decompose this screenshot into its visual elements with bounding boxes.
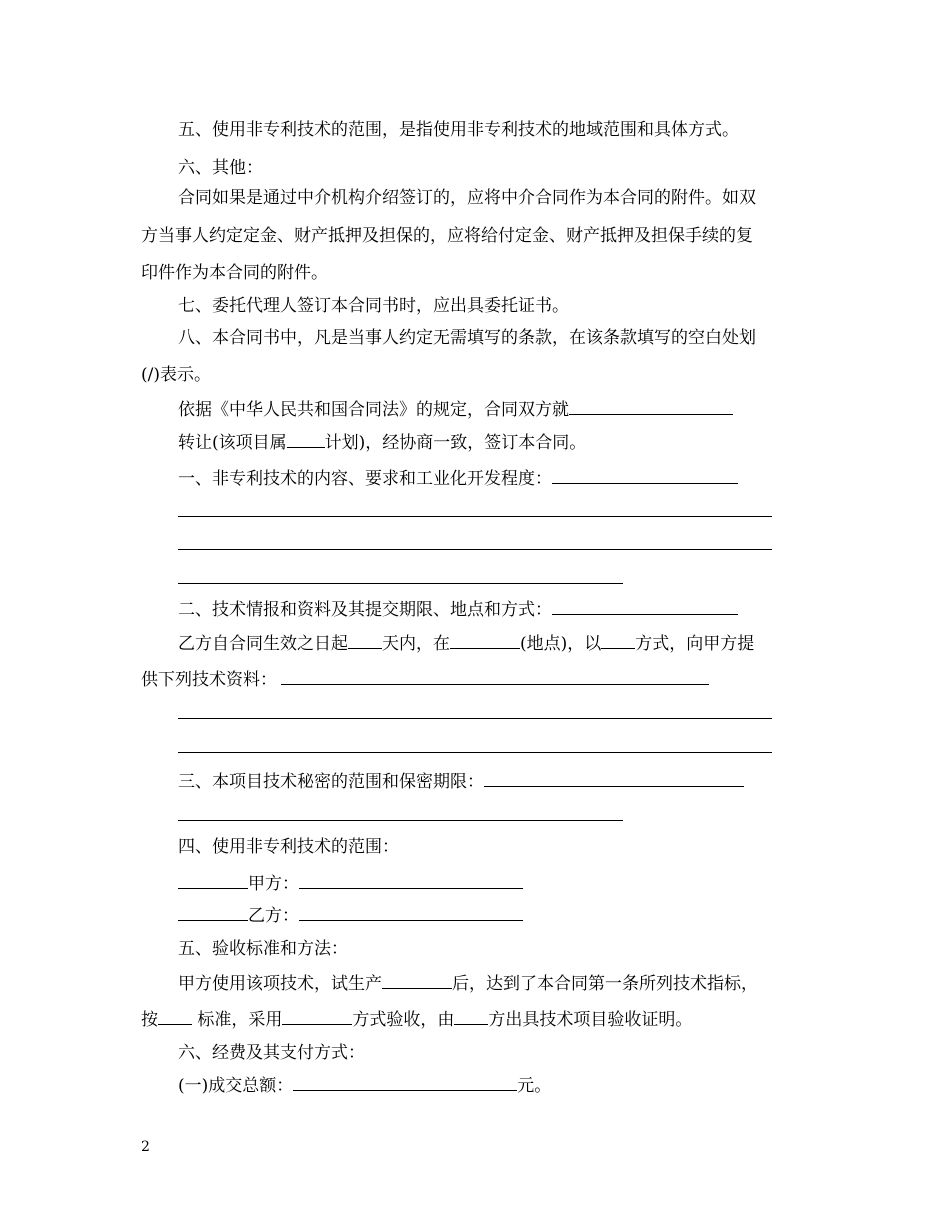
section-4-heading: 四、使用非专利技术的范围： [178, 837, 399, 857]
project-name-blank[interactable] [569, 398, 733, 415]
delivery-materials-text: 供下列技术资料： [141, 670, 277, 690]
section-1-content-blank[interactable] [552, 467, 738, 484]
materials-blank-line-3[interactable] [178, 752, 772, 753]
party-a-label: 甲方： [248, 874, 299, 894]
paragraph-intermediary-line-1: 合同如果是通过中介机构介绍签订的，应将中介合同作为本合同的附件。如双 [178, 188, 756, 208]
acceptance-line-2 [141, 1008, 692, 1030]
party-b-label: 乙方： [248, 906, 299, 926]
acceptance-indicators-text: 后，达到了本合同第一条所列技术指标， [452, 974, 758, 994]
section-2-content-blank[interactable] [552, 598, 738, 615]
party-b-scope-blank[interactable] [299, 904, 523, 921]
clause-6-other-heading: 六、其他： [178, 158, 263, 178]
party-a-scope-blank[interactable] [299, 872, 523, 889]
section-1-heading: 一、非专利技术的内容、要求和工业化开发程度： [178, 469, 552, 489]
delivery-terms-line-1 [178, 632, 754, 654]
section-1-blank-line-4[interactable] [178, 583, 623, 584]
section-5-heading: 五、验收标准和方法： [178, 939, 348, 959]
acceptance-certificate-text: 方出具技术项目验收证明。 [488, 1010, 693, 1030]
delivery-method-text: 方式，向甲方提 [635, 634, 755, 654]
delivery-location-text: (地点)，以 [520, 634, 602, 654]
section-2-heading: 二、技术情报和资料及其提交期限、地点和方式： [178, 600, 552, 620]
acceptance-method-blank[interactable] [282, 1008, 352, 1025]
materials-blank[interactable] [281, 668, 709, 685]
party-a-prefix-blank[interactable] [178, 872, 248, 889]
section-1-blank-line-3[interactable] [178, 549, 772, 550]
method-blank[interactable] [601, 632, 635, 649]
total-amount-blank[interactable] [293, 1074, 517, 1091]
party-a-scope-line [178, 872, 523, 894]
section-3-heading: 三、本项目技术秘密的范围和保密期限： [178, 772, 484, 792]
section-6-heading: 六、经费及其支付方式： [178, 1043, 365, 1063]
party-b-scope-line [178, 904, 523, 926]
section-1-blank-line-2[interactable] [178, 516, 772, 517]
materials-blank-line-2[interactable] [178, 718, 772, 719]
clause-8-blank-marking-line-2: (/)表示。 [141, 365, 211, 385]
preamble-agreement-text: 计划)，经协商一致，签订本合同。 [324, 433, 587, 453]
delivery-start-text: 乙方自合同生效之日起 [178, 634, 348, 654]
certifying-party-blank[interactable] [454, 1008, 488, 1025]
total-amount-label: (一)成交总额： [178, 1076, 294, 1096]
preamble-text: 依据《中华人民共和国合同法》的规定，合同双方就 [178, 400, 569, 420]
section-3-heading-line [178, 770, 744, 792]
page-number: 2 [141, 1139, 150, 1155]
acceptance-method-text: 方式验收，由 [352, 1010, 455, 1030]
delivery-terms-line-2 [141, 668, 709, 690]
currency-unit: 元。 [517, 1076, 552, 1096]
plan-type-blank[interactable] [287, 431, 325, 448]
location-blank[interactable] [450, 632, 520, 649]
standard-blank[interactable] [158, 1008, 192, 1025]
preamble-transfer-text: 转让(该项目属 [178, 433, 287, 453]
clause-7-agent: 七、委托代理人签订本合同书时，应出具委托证书。 [178, 296, 569, 316]
clause-8-blank-marking-line-1: 八、本合同书中，凡是当事人约定无需填写的条款，在该条款填写的空白处划 [178, 328, 756, 348]
acceptance-standard-text: 标准，采用 [192, 1010, 283, 1030]
trial-production-blank[interactable] [382, 972, 452, 989]
clause-5-scope-definition: 五、使用非专利技术的范围，是指使用非专利技术的地域范围和具体方式。 [178, 120, 739, 140]
section-1-heading-line [178, 467, 738, 489]
acceptance-line-1 [178, 972, 758, 994]
section-3-content-blank[interactable] [484, 770, 744, 787]
days-blank[interactable] [348, 632, 382, 649]
party-b-prefix-blank[interactable] [178, 904, 248, 921]
total-amount-line [178, 1074, 551, 1096]
delivery-within-text: 天内，在 [382, 634, 450, 654]
section-2-heading-line [178, 598, 738, 620]
preamble-line-2 [178, 431, 586, 453]
section-3-blank-line-2[interactable] [178, 820, 623, 821]
paragraph-intermediary-line-3: 印件作为本合同的附件。 [141, 263, 328, 283]
acceptance-trial-text: 甲方使用该项技术，试生产 [178, 974, 382, 994]
acceptance-by-text: 按 [141, 1010, 158, 1030]
paragraph-intermediary-line-2: 方当事人约定定金、财产抵押及担保的，应将给付定金、财产抵押及担保手续的复 [141, 226, 753, 246]
preamble-line-1 [178, 398, 733, 420]
